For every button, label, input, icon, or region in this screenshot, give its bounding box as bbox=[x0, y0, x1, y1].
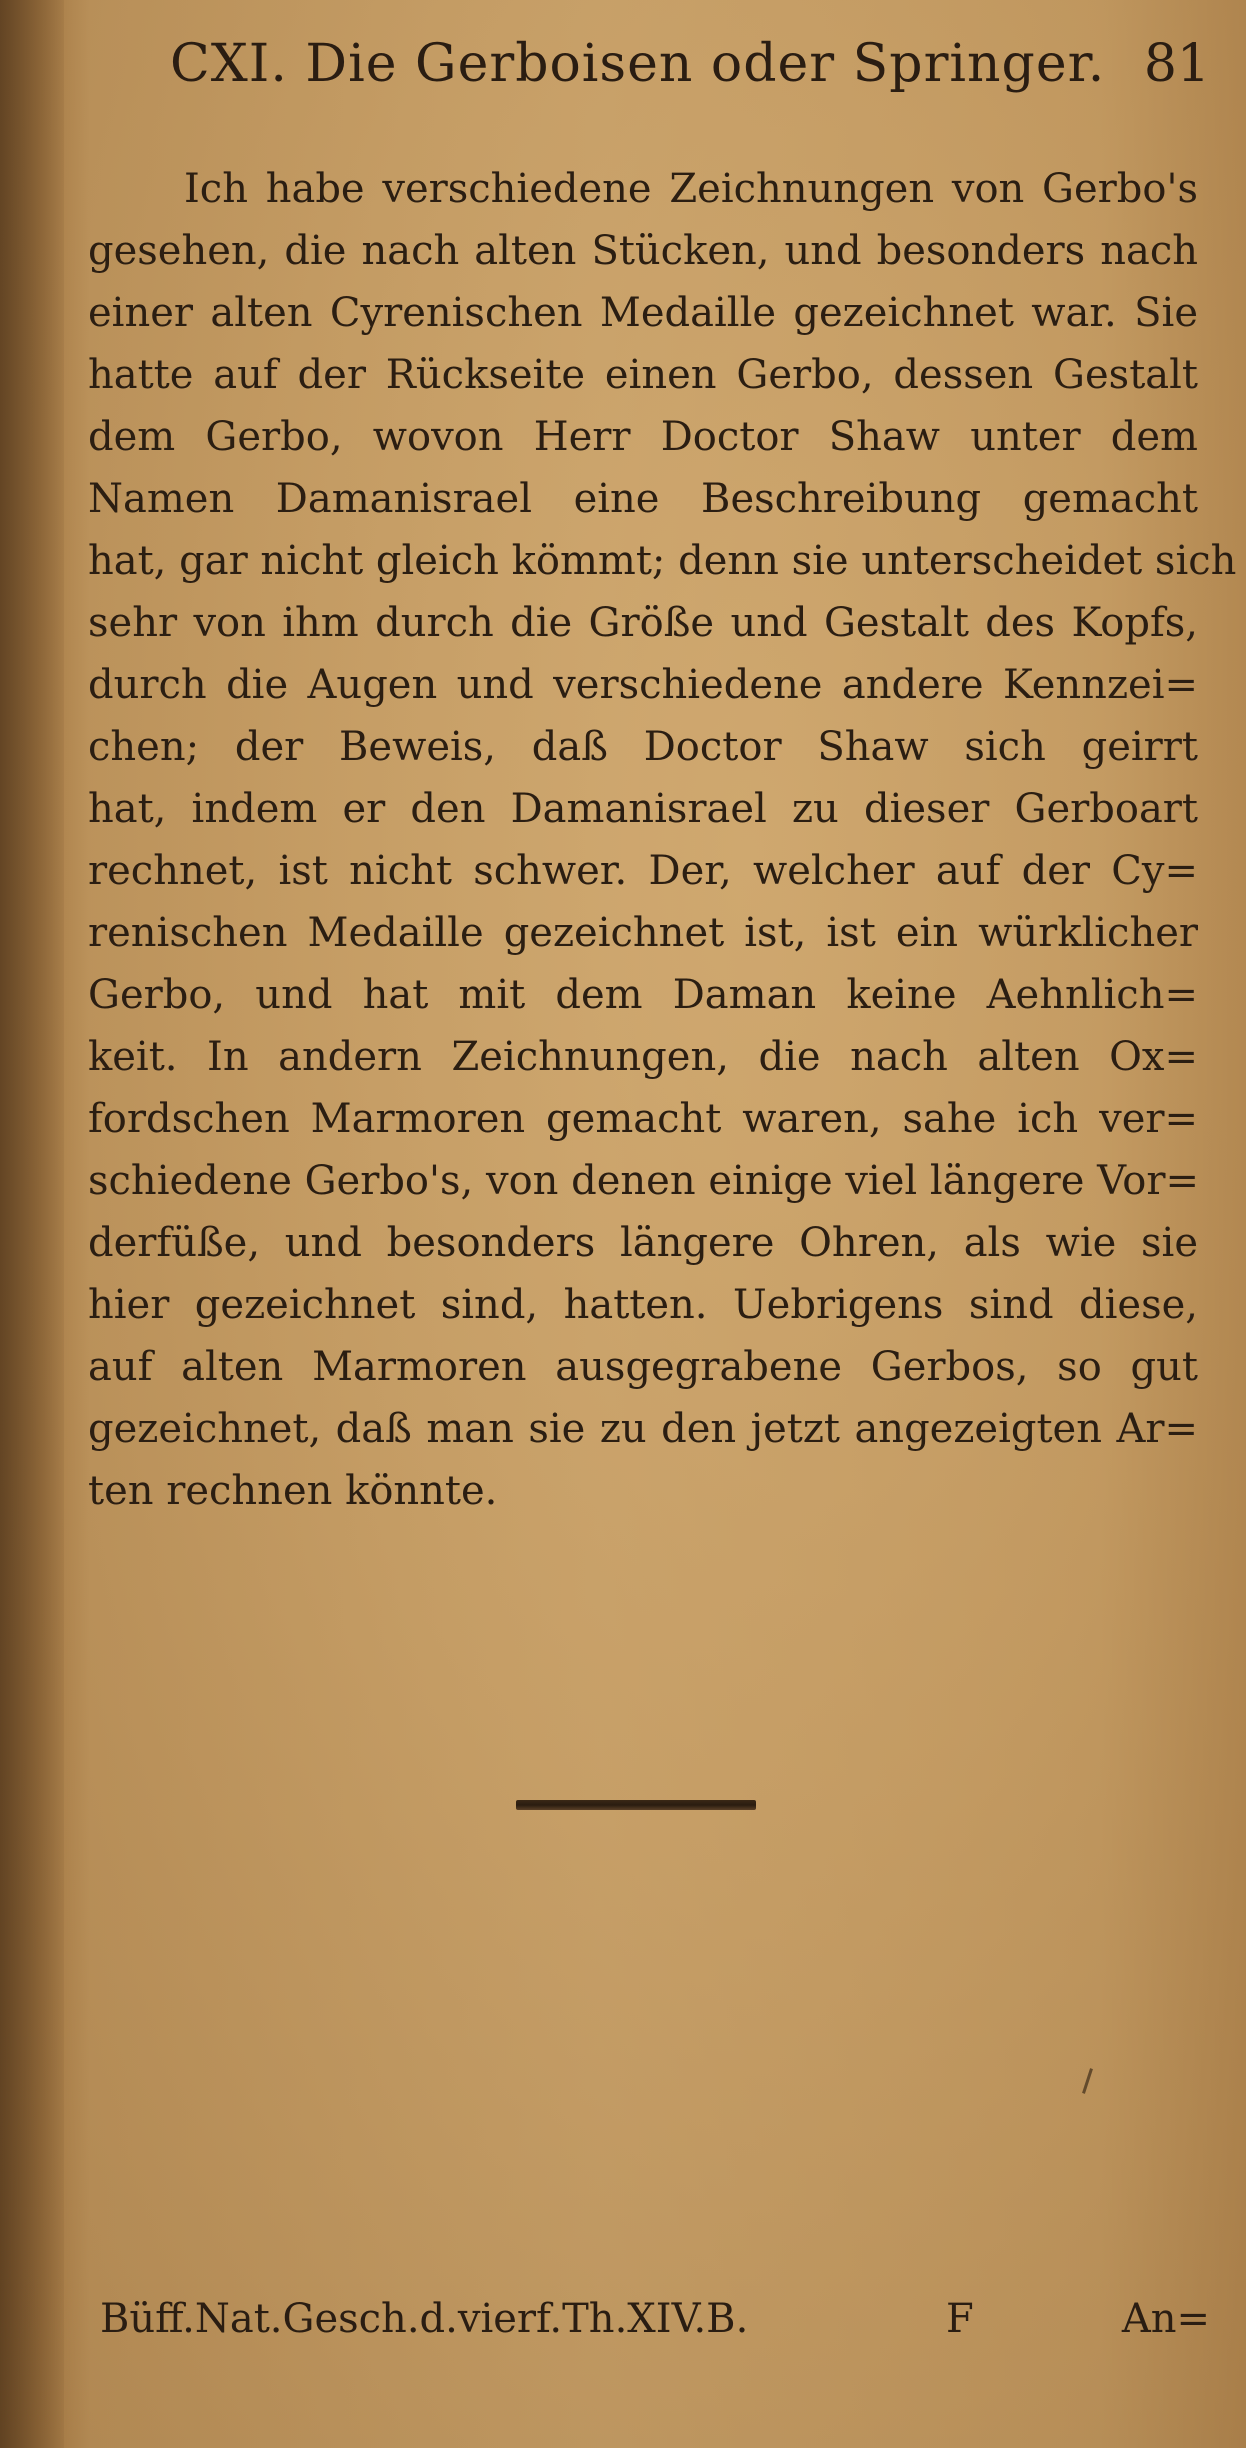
sheet-mark: F bbox=[946, 2296, 974, 2342]
text-line: Namen Damanisrael eine Beschreibung gemacht bbox=[88, 476, 1198, 522]
text-line: sehr von ihm durch die Größe und Gestalt des Kopfs, bbox=[88, 600, 1198, 646]
text-line: Ich habe verschiedene Zeichnungen von Gerbo's bbox=[184, 166, 1198, 212]
body-text bbox=[88, 158, 1237, 1522]
text-line: rechnet, ist nicht schwer. Der, welcher auf der Cy= bbox=[88, 848, 1198, 894]
text-line: schiedene Gerbo's, von denen einige viel längere Vor= bbox=[88, 1158, 1200, 1204]
text-line: dem Gerbo, wovon Herr Doctor Shaw unter dem bbox=[88, 414, 1198, 460]
text-line: hat, indem er den Damanisrael zu dieser Gerboart bbox=[88, 786, 1198, 832]
page-number: 81 bbox=[1143, 34, 1210, 94]
section-rule bbox=[516, 1800, 756, 1810]
text-line: fordschen Marmoren gemacht waren, sahe ich ver= bbox=[88, 1096, 1198, 1142]
text-line: ten rechnen könnte. bbox=[88, 1468, 498, 1514]
text-line: durch die Augen und verschiedene andere Kennzei= bbox=[88, 662, 1198, 708]
text-line: hatte auf der Rückseite einen Gerbo, dessen Gestalt bbox=[88, 352, 1198, 398]
text-line: keit. In andern Zeichnungen, die nach alten Ox= bbox=[88, 1034, 1198, 1080]
text-line: hat, gar nicht gleich kömmt; denn sie unterscheidet sich bbox=[88, 538, 1237, 584]
footer-signature: Büff.Nat.Gesch.d.vierf.Th.XIV.B. bbox=[100, 2296, 749, 2342]
text-line: renischen Medaille gezeichnet ist, ist ein würklicher bbox=[88, 910, 1198, 956]
text-line: gesehen, die nach alten Stücken, und besonders nach bbox=[88, 228, 1198, 274]
ink-mark bbox=[1082, 2068, 1093, 2094]
text-line: auf alten Marmoren ausgegrabene Gerbos, so gut bbox=[88, 1344, 1198, 1390]
text-line: einer alten Cyrenischen Medaille gezeichnet war. Sie bbox=[88, 290, 1198, 336]
text-line: hier gezeichnet sind, hatten. Uebrigens sind diese, bbox=[88, 1282, 1198, 1328]
catchword: An= bbox=[1121, 2296, 1210, 2342]
text-line: derfüße, und besonders längere Ohren, als wie sie bbox=[88, 1220, 1198, 1266]
text-line: gezeichnet, daß man sie zu den jetzt angezeigten Ar= bbox=[88, 1406, 1198, 1452]
chapter-title: CXI. Die Gerboisen oder Springer. bbox=[170, 34, 1106, 94]
text-line: chen; der Beweis, daß Doctor Shaw sich geirrt bbox=[88, 724, 1198, 770]
binding-gutter bbox=[0, 0, 64, 2448]
running-header bbox=[170, 28, 1210, 108]
page-footer bbox=[100, 2296, 1210, 2356]
text-line: Gerbo, und hat mit dem Daman keine Aehnlich= bbox=[88, 972, 1198, 1018]
